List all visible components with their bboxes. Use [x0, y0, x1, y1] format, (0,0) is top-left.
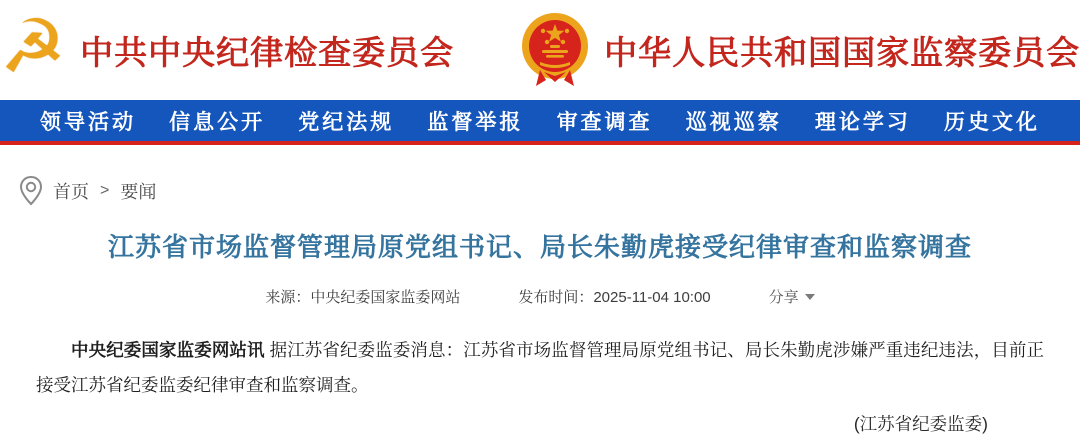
chevron-down-icon: [805, 294, 815, 300]
nav-item-review-investigation[interactable]: 审查调查: [556, 110, 653, 134]
org-nsc-name: 中华人民共和国国家监察委员会: [604, 35, 1080, 72]
share-label: 分享: [768, 289, 799, 306]
nav-item-history-culture[interactable]: 历史文化: [943, 110, 1040, 134]
org-ccdi: [0, 5, 455, 88]
org-ccdi-name: 中共中央纪律检查委员会: [80, 35, 455, 72]
breadcrumb-current[interactable]: 要闻: [120, 182, 157, 202]
article-signature: (江苏省纪委监委): [853, 414, 988, 434]
masthead: [0, 0, 1080, 100]
breadcrumb-separator: >: [100, 182, 110, 199]
location-pin-icon: [18, 175, 44, 207]
article-title: 江苏省市场监督管理局原党组书记、局长朱勤虎接受纪律审查和监察调查: [107, 232, 972, 262]
national-emblem-icon: [520, 12, 590, 88]
main-nav: [0, 100, 1080, 145]
nav-item-supervision-report[interactable]: 监督举报: [427, 110, 524, 134]
nav-item-leadership[interactable]: 领导活动: [40, 110, 136, 134]
breadcrumb-home[interactable]: 首页: [53, 182, 89, 202]
article: [0, 227, 1080, 436]
org-nsc: [520, 12, 1080, 88]
nav-item-info-disclosure[interactable]: 信息公开: [169, 110, 266, 134]
article-lead: 中央纪委国家监委网站讯: [71, 340, 265, 360]
article-meta: [36, 286, 1044, 307]
article-body: [36, 333, 1044, 403]
share-button[interactable]: [769, 286, 815, 307]
nav-item-party-regulations[interactable]: 党纪法规: [298, 110, 395, 134]
breadcrumb: [0, 145, 1080, 207]
article-publish-time: 发布时间：2025-11-04 10:00: [518, 289, 711, 306]
nav-item-inspection-tours[interactable]: 巡视巡察: [685, 110, 782, 134]
party-emblem-icon: ☭: [0, 5, 67, 88]
nav-item-theory-study[interactable]: 理论学习: [814, 110, 911, 134]
article-text: 据江苏省纪委监委消息：江苏省市场监督管理局原党组书记、局长朱勤虎涉嫌严重违纪违法，目前正接受江苏省纪委监委纪律审查和监察调查。: [36, 340, 1045, 395]
article-source: 来源：中央纪委国家监委网站: [265, 289, 461, 306]
